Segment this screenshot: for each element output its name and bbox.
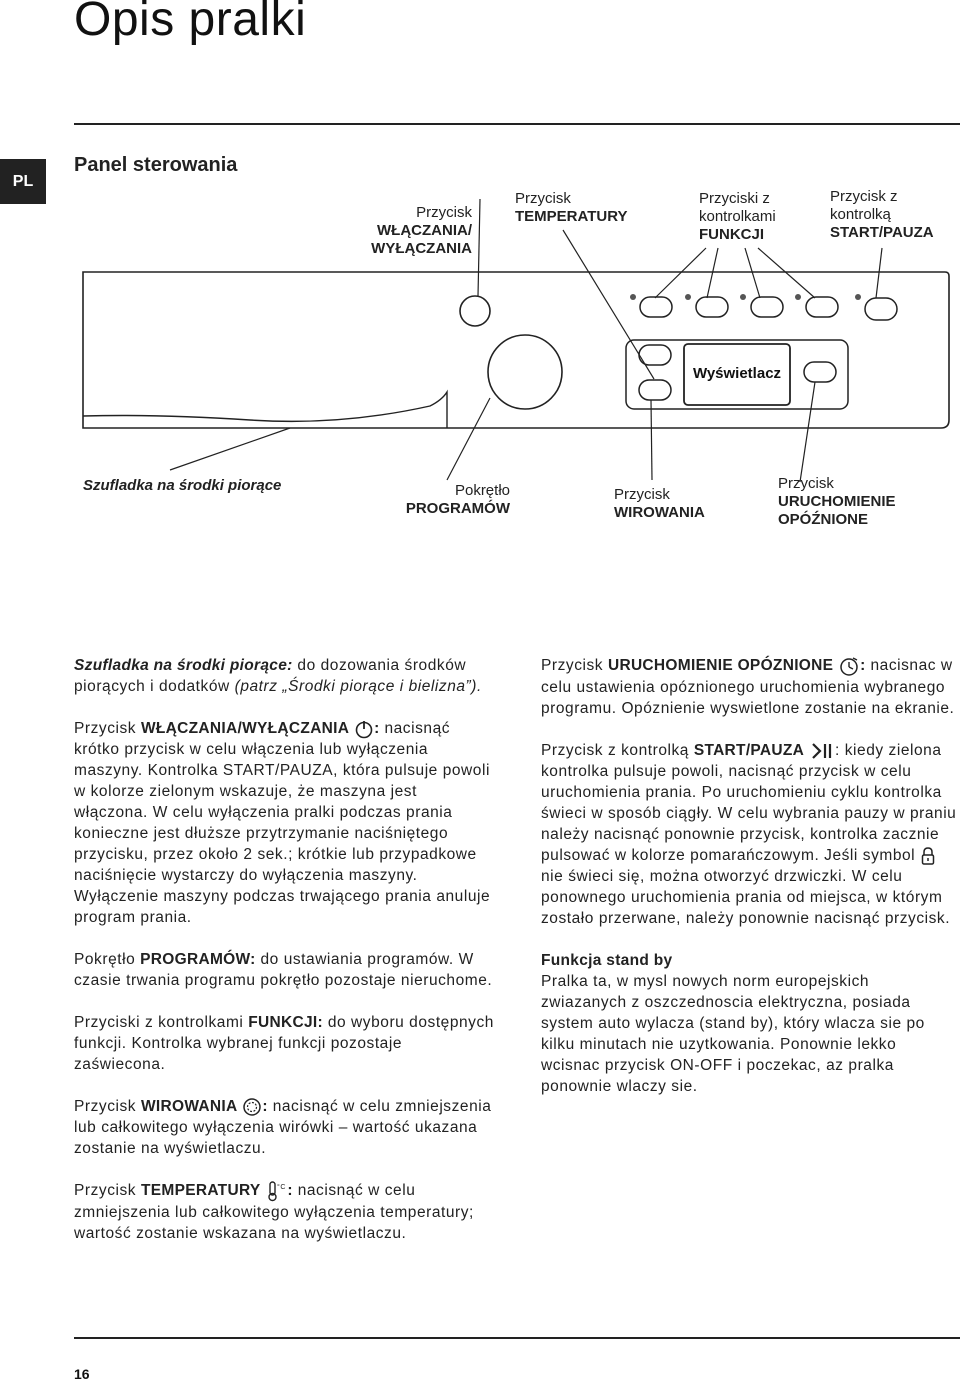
thermometer-icon <box>265 1180 287 1202</box>
delay-clock-icon <box>838 655 860 677</box>
lock-icon <box>920 846 936 866</box>
panel-outline <box>83 272 949 428</box>
label-function-buttons: Przyciski z kontrolkami FUNKCJI <box>699 190 776 243</box>
drawer-curve <box>83 392 447 428</box>
label-display: Wyświetlacz <box>692 365 782 382</box>
header-rule <box>74 123 960 125</box>
power-icon <box>354 719 374 739</box>
onoff-button <box>460 296 490 326</box>
function-buttons <box>630 294 861 317</box>
standby-heading: Funkcja stand by <box>541 952 673 969</box>
footer-rule <box>74 1337 960 1339</box>
paragraph-drawer: Szufladka na środki piorące: do dozowania środków piorących i dodatków (patrz „Środki piorące i bielizna”). <box>74 657 482 695</box>
paragraph-functions: Przyciski z kontrolkami FUNKCJI: do wyboru dostępnych funkcji. Kontrolka wybranej funkcji pozostaje zaświecona. <box>74 1014 494 1073</box>
label-program-knob: Pokrętło PROGRAMÓW <box>405 482 510 517</box>
label-spin-button: Przycisk WIROWANIA <box>614 486 705 521</box>
temperature-button <box>639 380 671 400</box>
page-title: Opis pralki <box>74 0 307 46</box>
delay-button <box>804 362 836 382</box>
language-tab: PL <box>0 159 46 204</box>
svg-text:°C: °C <box>277 1184 287 1191</box>
page-number: 16 <box>74 1366 90 1382</box>
label-drawer: Szufladka na środki piorące <box>83 477 282 494</box>
label-onoff-button: Przycisk WŁĄCZANIA/ WYŁĄCZANIA <box>371 204 472 257</box>
label-start-pause: Przycisk z kontrolką START/PAUZA <box>830 188 934 241</box>
paragraph-standby: Funkcja stand by Pralka ta, w mysl nowych norm europejskich zwiazanych z oszczednoscia elektryczna, posiada system auto wylacza (stand by), który wlacza sie po kilku minutach nie uzytkowania. Ponownie lekko wcisnac przycisk ON-OFF i poczekac, az pralka ponownie wlaczy sie. <box>541 950 957 1097</box>
play-pause-icon <box>809 741 835 761</box>
paragraph-onoff: Przycisk WŁĄCZANIA/WYŁĄCZANIA : nacisnąć krótko przycisk w celu włączenia lub wyłączenia maszyny. Kontrolka START/PAUZA, która pulsuje powoli w kolorze zielonym wskazuje, że maszyna jest włączona. W celu wyłączenia pralki podczas prania konieczne jest dłuższe przytrzymanie naciśniętego przycisku, przez około 2 sek.; krótkie lub przypadkowe naciśnięcie wystarczy do wyłączenia maszyny. Wyłączenie maszyny podczas trwającego prania anuluje program prania. <box>74 720 491 926</box>
paragraph-temperature: Przycisk TEMPERATURY °C : nacisnąć w celu zmniejszenia lub całkowitego wyłączenia temperatury; wartość zostanie wskazana na wyświetlaczu. <box>74 1180 494 1244</box>
paragraph-program-knob: Pokrętło PROGRAMÓW: do ustawiania programów. W czasie trwania programu pokrętło pozostaje nieruchome. <box>74 951 493 989</box>
paragraph-delay: Przycisk URUCHOMIENIE OPÓZNIONE : nacisnac w celu ustawienia opóznionego uruchomienia wybranego programu. Opóznienie wyswietlone zostanie na ekranie. <box>541 655 957 719</box>
paragraph-spin: Przycisk WIROWANIA : nacisnąć w celu zmniejszenia lub całkowitego wyłączenia wirówki – wartość ukazana zostanie na wyświetlaczu. <box>74 1098 492 1157</box>
program-knob <box>488 335 562 409</box>
right-column <box>541 655 957 1097</box>
left-column <box>74 655 494 1265</box>
label-delay-button: Przycisk URUCHOMIENIE OPÓŹNIONE <box>778 475 896 528</box>
paragraph-start-pause: Przycisk z kontrolką START/PAUZA : kiedy zielona kontrolka pulsuje powoli, nacisnąć przycisk w celu uruchomienia prania. Po uruchomieniu cyklu kontrolka świeci w sposób ciągły. W celu wybrania pauzy w praniu należy nacisnąć ponownie przycisk, kontrolka zacznie pulsować w kolorze pomarańczowym. Jeśli symbol nie świeci się, można otworzyć drzwiczki. W celu ponownego uruchomienia prania od miejsca, w którym zostało przerwane, należy ponownie nacisnąć przycisk. <box>541 742 957 927</box>
spin-icon <box>242 1097 262 1117</box>
label-temperature-button: Przycisk TEMPERATURY <box>515 190 628 225</box>
section-title: Panel sterowania <box>74 154 238 176</box>
start-pause-button <box>865 298 897 320</box>
